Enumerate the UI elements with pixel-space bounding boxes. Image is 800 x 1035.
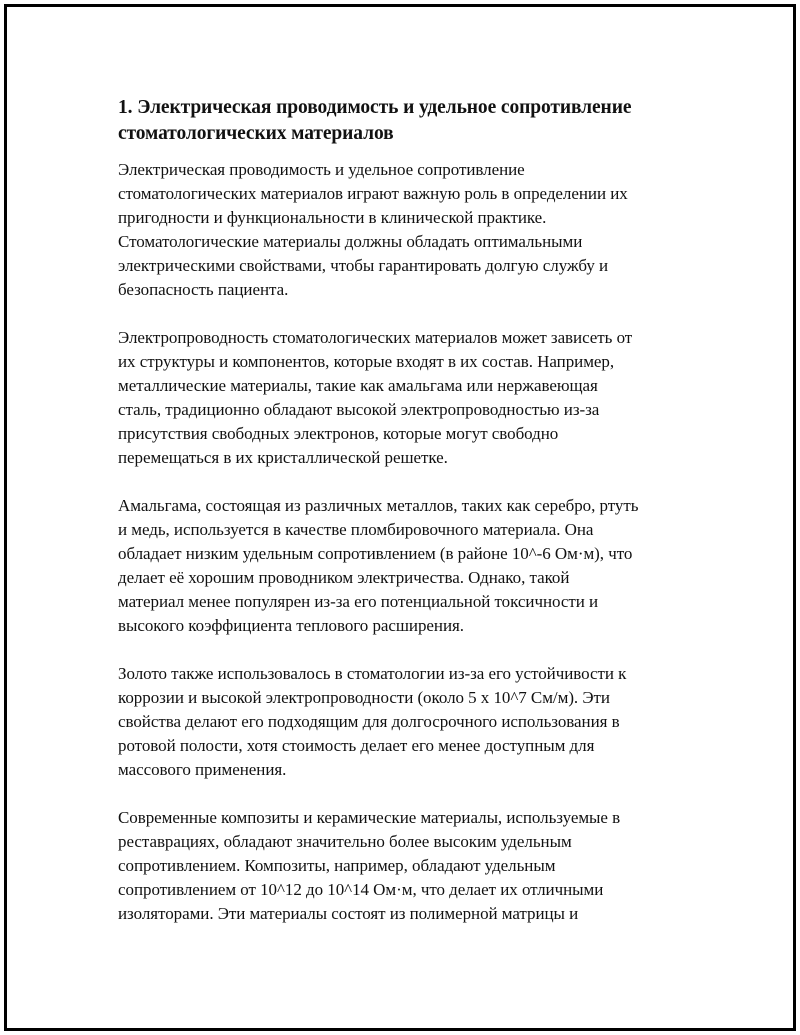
text-line: делает её хорошим проводником электричества. Однако, такой — [118, 568, 570, 587]
text-line: массового применения. — [118, 760, 287, 779]
text-line: Электрическая проводимость и удельное сопротивление — [118, 160, 525, 179]
text-line: материал менее популярен из-за его потенциальной токсичности и — [118, 592, 599, 611]
text-line: Амальгама, состоящая из различных металлов, таких как серебро, ртуть — [118, 496, 639, 515]
text-line: ротовой полости, хотя стоимость делает его менее доступным для — [118, 736, 595, 755]
text-line: их структуры и компонентов, которые входят в их состав. Например, — [118, 352, 615, 371]
text-line: сталь, традиционно обладают высокой электропроводностью из-за — [118, 400, 600, 419]
text-line: свойства делают его подходящим для долгосрочного использования в — [118, 712, 620, 731]
text-line: перемещаться в их кристаллической решетке. — [118, 448, 448, 467]
text-line: безопасность пациента. — [118, 280, 289, 299]
text-line: и медь, используется в качестве пломбировочного материала. Она — [118, 520, 594, 539]
text-line: Стоматологические материалы должны обладать оптимальными — [118, 232, 583, 251]
paragraph-amalgam — [118, 494, 698, 638]
text-line: пригодности и функциональности в клинической практике. — [118, 208, 547, 227]
text-line: реставрациях, обладают значительно более высоким удельным — [118, 832, 572, 851]
paragraph-intro — [118, 158, 698, 302]
text-line: сопротивлением. Композиты, например, обладают удельным — [118, 856, 556, 875]
text-line: электрическими свойствами, чтобы гарантировать долгую службу и — [118, 256, 609, 275]
text-line: металлические материалы, такие как амальгама или нержавеющая — [118, 376, 598, 395]
text-line: обладает низким удельным сопротивлением (в районе 10^-6 Ом·м), что — [118, 544, 633, 563]
paragraph-conductivity — [118, 326, 698, 470]
text-line: сопротивлением от 10^12 до 10^14 Ом·м, что делает их отличными — [118, 880, 604, 899]
text-line: стоматологических материалов играют важную роль в определении их — [118, 184, 628, 203]
text-line: Современные композиты и керамические материалы, используемые в — [118, 808, 621, 827]
text-line: коррозии и высокой электропроводности (около 5 x 10^7 См/м). Эти — [118, 688, 610, 707]
heading-line: 1. Электрическая проводимость и удельное сопротивление — [118, 97, 632, 118]
text-line: присутствия свободных электронов, которые могут свободно — [118, 424, 559, 443]
text-line: Золото также использовалось в стоматологии из-за его устойчивости к — [118, 664, 627, 683]
text-line: Электропроводность стоматологических материалов может зависеть от — [118, 328, 633, 347]
paragraph-gold — [118, 662, 698, 782]
heading-line: стоматологических материалов — [118, 123, 394, 144]
text-line: изоляторами. Эти материалы состоят из полимерной матрицы и — [118, 904, 579, 923]
section-heading — [118, 95, 698, 147]
text-line: высокого коэффициента теплового расширения. — [118, 616, 464, 635]
paragraph-composites — [118, 806, 698, 926]
document-body — [118, 95, 698, 950]
